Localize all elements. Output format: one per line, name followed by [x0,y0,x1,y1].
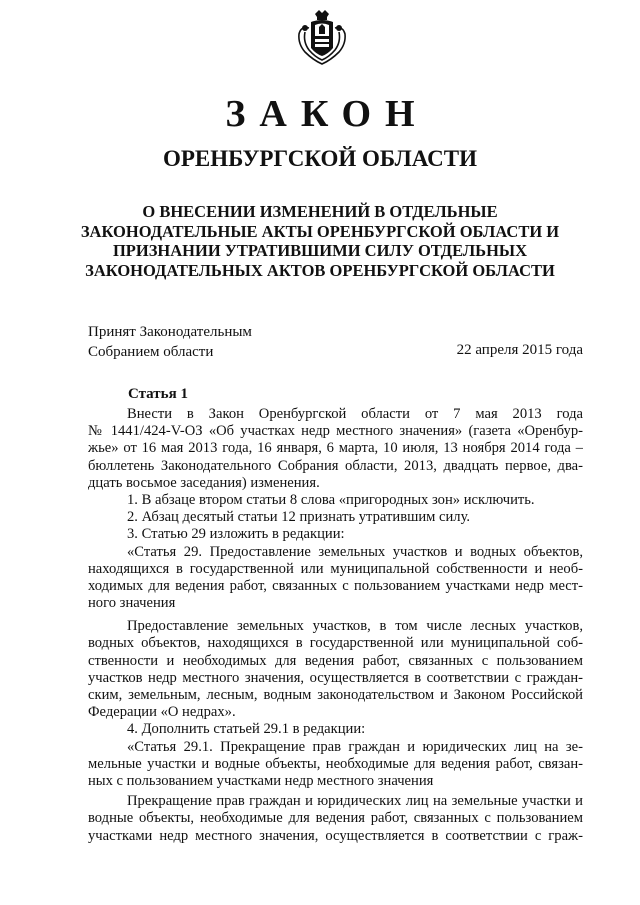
text-line: участками недр местного значения, осуществляется в соответствии с граж- [88,827,583,844]
coat-of-arms-emblem [295,8,349,68]
text-line: Прекращение прав граждан и юридических лиц на земельные участки и [127,793,583,810]
text-line: 3. Статью 29 изложить в редакции: [127,526,345,543]
adoption-line: Принят Законодательным [88,324,252,340]
text-line: бюллетень Законодательного Собрания области, 2013, двадцать первое, два- [88,457,583,474]
adoption-date: 22 апреля 2015 года [456,342,583,358]
article-heading: Статья 1 [128,386,188,402]
text-line: участков недр местного значения, осуществляется в соответствии с граждан- [88,669,583,686]
subtitle-line: О ВНЕСЕНИИ ИЗМЕНЕНИЙ В ОТДЕЛЬНЫЕ [142,202,498,221]
text-line: ским, земельным, лесным, водным законодательством и Законом Российской [88,687,583,703]
text-line: ного значения [88,595,176,612]
text-line: 1. В абзаце втором статьи 8 слова «пригородных зон» исключить. [127,491,535,508]
text-line: Предоставление земельных участков, в том числе лесных участков, [127,618,583,635]
text-line: Внести в Закон Оренбургской области от 7 мая 2013 года [127,406,583,422]
adoption-note [88,322,252,362]
text-line: находящихся в государственной или муниципальной собственности и необ- [88,560,583,577]
subtitle-line: ЗАКОНОДАТЕЛЬНЫЕ АКТЫ ОРЕНБУРГСКОЙ ОБЛАСТИ И [80,221,560,241]
adoption-line: Собранием области [88,344,214,360]
text-line: «Статья 29. Предоставление земельных участков и водных объектов, [127,543,583,560]
text-line: Федерации «О недрах». [88,704,236,721]
region-title: ОРЕНБУРГСКОЙ ОБЛАСТИ [162,146,478,171]
text-line: водных объектов, находящихся в государственной или муниципальной соб- [88,635,583,652]
text-line: мельные участки и водные объекты, необходимые для ведения работ, связан- [88,755,583,772]
subtitle-line: ЗАКОНОДАТЕЛЬНЫХ АКТОВ ОРЕНБУРГСКОЙ ОБЛАСТИ [85,260,555,280]
text-line: жье» от 16 мая 2013 года, 16 января, 6 марта, 10 июля, 13 ноября 2014 года – [88,440,583,457]
text-line: ственности и необходимых для ведения работ, связанных с пользованием [88,652,583,669]
text-line: № 1441/424-V-ОЗ «Об участках недр местного значения» (газета «Оренбур- [88,423,583,440]
text-line: 4. Дополнить статьей 29.1 в редакции: [127,721,366,738]
article-body [88,406,583,845]
law-subtitle [0,202,640,280]
subtitle-line: ПРИЗНАНИИ УТРАТИВШИМИ СИЛУ ОТДЕЛЬНЫХ [112,241,528,260]
text-line: водные объекты, необходимые для ведения работ, связанных с пользованием [88,810,583,827]
text-line: ных с пользованием участками недр местного значения [88,772,434,789]
law-title: ЗАКОН [225,93,429,135]
text-line: 2. Абзац десятый статьи 12 признать утратившим силу. [127,509,471,526]
text-line: ходимых для ведения работ, связанных с пользованием участками недр мест- [88,577,583,594]
text-line: дцать восьмое заседания) изменения. [88,474,320,491]
text-line: «Статья 29.1. Прекращение прав граждан и юридических лиц на зе- [127,738,583,755]
